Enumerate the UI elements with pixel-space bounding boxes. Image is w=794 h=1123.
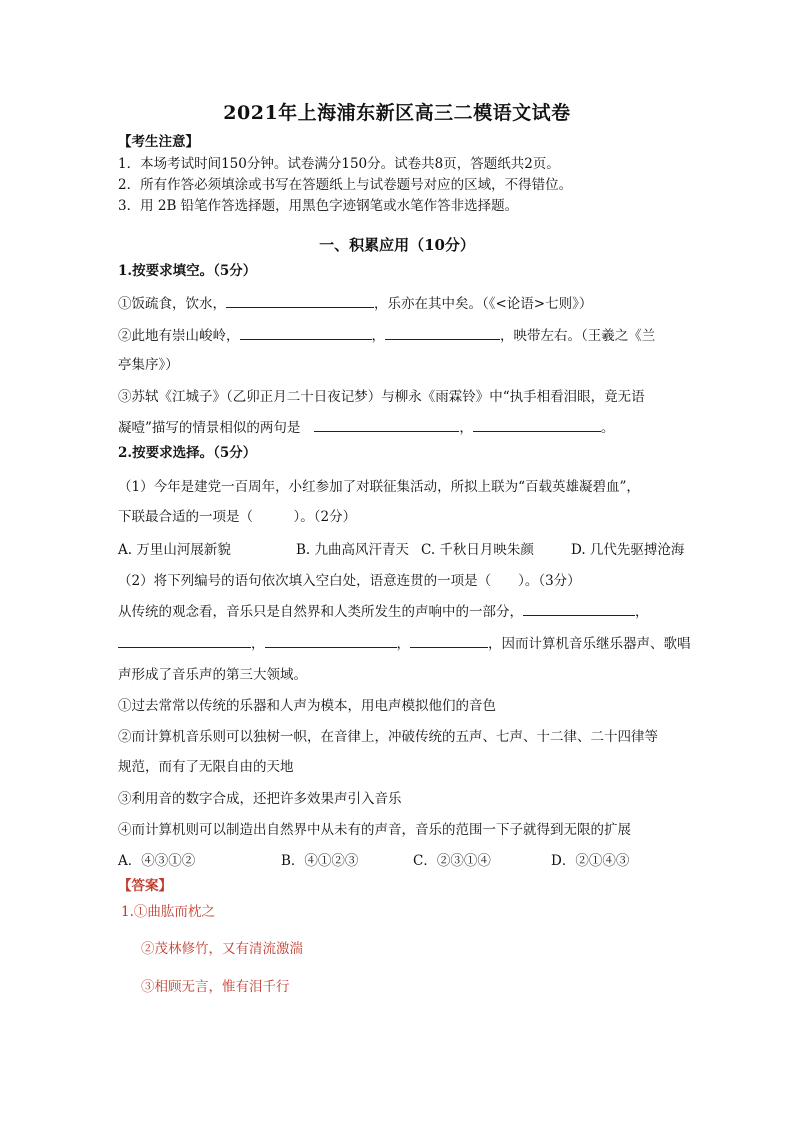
answer-line: ②茂林修竹，又有清流激湍 <box>141 941 303 957</box>
option-c[interactable]: C．②③①④ <box>413 853 491 869</box>
question-text: 凝噎”描写的情景相似的两句是 <box>118 420 301 436</box>
answer-line: 1.①曲肱而枕之 <box>121 904 215 920</box>
sentence-item: ①过去常常以传统的乐器和人声为模本，用电声模拟他们的音色 <box>118 698 496 714</box>
question-text: ，映带左右。（王羲之《兰 <box>500 328 656 344</box>
answer-blank[interactable] <box>226 294 374 308</box>
answer-heading: 【答案】 <box>118 878 172 894</box>
option-b[interactable]: B. 九曲高风汗青天 <box>296 542 410 558</box>
answer-line: ③相顾无言，惟有泪千行 <box>141 979 290 995</box>
sentence-item: ④而计算机则可以制造出自然界中从未有的声音，音乐的范围一下子就得到无限的扩展 <box>118 822 631 838</box>
option-d[interactable]: D. 几代先驱搏沧海 <box>571 542 685 558</box>
options-row <box>118 538 684 558</box>
sentence-item: ③利用音的数字合成，还把许多效果声引入音乐 <box>118 791 402 807</box>
sentence-item: 规范，而有了无限自由的天地 <box>118 759 294 775</box>
answer-blank[interactable] <box>523 602 635 616</box>
option-b[interactable]: B．④①②③ <box>281 853 359 869</box>
question-text: ，乐亦在其中矣。（《<论语>七则》） <box>374 296 593 312</box>
question-line <box>118 292 592 312</box>
option-d[interactable]: D．②①④③ <box>551 853 630 869</box>
answer-blank[interactable] <box>240 326 372 340</box>
answer-blank[interactable] <box>410 634 488 648</box>
question-text: ， <box>251 636 265 652</box>
notice-heading: 【考生注意】 <box>118 134 199 150</box>
question-line <box>118 632 691 652</box>
option-a[interactable]: A. 万里山河展新貌 <box>118 542 231 558</box>
notice-item: 2．所有作答必须填涂或书写在答题纸上与试卷题号对应的区域，不得错位。 <box>118 177 573 193</box>
answer-blank[interactable] <box>265 634 397 648</box>
question-heading: 2.按要求选择。（5分） <box>118 445 257 461</box>
question-line: ③苏轼《江城子》（乙卯正月二十日夜记梦）与柳永《雨霖铃》中“执手相看泪眼，竟无语 <box>118 389 645 405</box>
question-text: 从传统的观念看，音乐只是自然界和人类所发生的声响中的一部分， <box>118 604 523 620</box>
question-text: ， <box>459 420 473 436</box>
question-line: （1）今年是建党一百周年，小红参加了对联征集活动，所拟上联为“百载英雄凝碧血”， <box>118 479 640 495</box>
answer-blank[interactable] <box>385 326 500 340</box>
options-row <box>118 849 629 869</box>
notice-item: 1．本场考试时间150分钟。试卷满分150分。试卷共8页，答题纸共2页。 <box>118 156 560 172</box>
question-text: ②此地有崇山峻岭， <box>118 328 240 344</box>
question-line: 下联最合适的一项是（ ）。（2分） <box>118 509 357 525</box>
question-text: 。 <box>600 420 615 436</box>
question-text: ， <box>371 328 385 344</box>
option-c[interactable]: C. 千秋日月映朱颜 <box>421 542 534 558</box>
notice-item: 3．用 2B 铅笔作答选择题，用黑色字迹钢笔或水笔作答非选择题。 <box>118 198 519 214</box>
question-line: （2）将下列编号的语句依次填入空白处，语意连贯的一项是（ ）。（3分） <box>118 573 581 589</box>
question-line: 从传统的观念看，音乐只是自然界和人类所发生的声响中的一部分， ， <box>118 604 649 620</box>
question-line: 声形成了音乐声的第三大领域。 <box>118 667 307 683</box>
answer-blank[interactable] <box>118 634 251 648</box>
question-text: ①饭疏食，饮水， <box>118 296 226 312</box>
question-text: ，因而计算机音乐继乐器声、歌唱 <box>488 636 691 652</box>
question-heading: 1.按要求填空。（5分） <box>118 263 257 279</box>
question-text: ， <box>396 636 410 652</box>
question-line: 亭集序》） <box>118 357 179 373</box>
page-title: 2021年上海浦东新区高三二模语文试卷 <box>223 102 571 124</box>
answer-blank[interactable] <box>314 418 459 432</box>
question-line <box>118 324 655 344</box>
option-a[interactable]: A．④③①② <box>118 853 196 869</box>
section-heading: 一、积累应用（10分） <box>319 236 475 254</box>
question-line <box>118 416 614 436</box>
sentence-item: ②而计算机音乐则可以独树一帜，在音律上，冲破传统的五声、七声、十二律、二十四律等 <box>118 729 658 745</box>
answer-blank[interactable] <box>473 418 601 432</box>
